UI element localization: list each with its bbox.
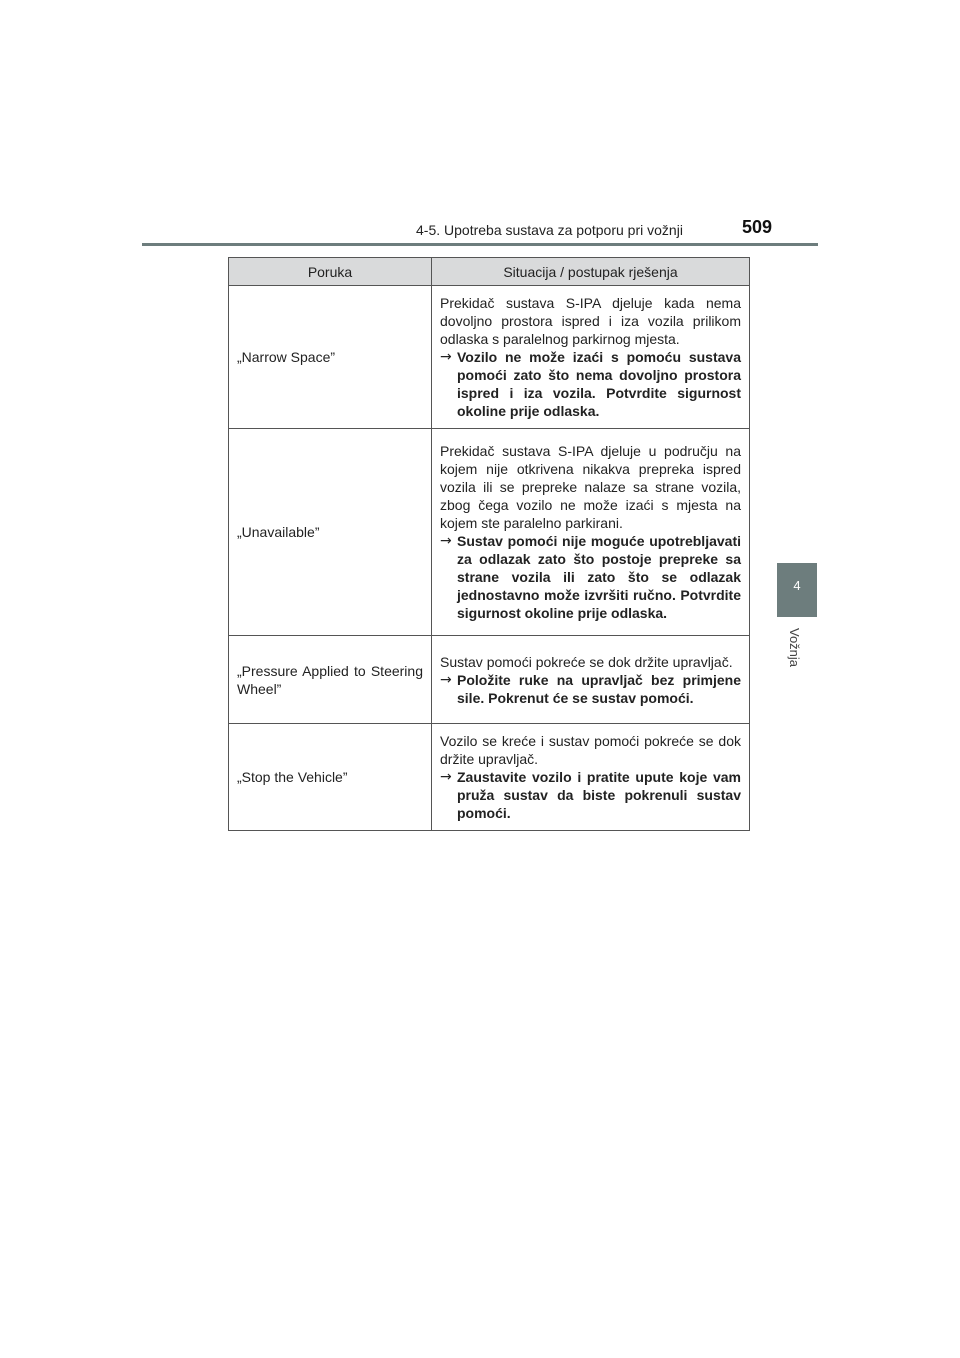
table-header-row bbox=[229, 258, 750, 286]
section-title: 4-5. Upotreba sustava za potporu pri vožnji bbox=[416, 222, 683, 238]
column-header-message: Poruka bbox=[229, 258, 432, 286]
action-label: Zaustavite vozilo i pratite upute koje vam pruža sustav da biste pokrenuli sustav pomoći. bbox=[457, 769, 741, 821]
chapter-tab bbox=[777, 563, 817, 617]
solution-cell bbox=[432, 636, 750, 724]
action-label: Položite ruke na upravljač bez primjene sile. Pokrenut će se sustav pomoći. bbox=[457, 671, 741, 706]
message-cell: „Pressure Applied to Steering Wheel” bbox=[229, 636, 432, 724]
table-row bbox=[229, 724, 750, 831]
table-row bbox=[229, 429, 750, 636]
situation-text: Prekidač sustava S-IPA djeluje kada nema dovoljno prostora ispred i iza vozila prilikom odlaska s paralelnog parkirnog mjesta. bbox=[440, 295, 741, 347]
table-row bbox=[229, 636, 750, 724]
message-cell: „Stop the Vehicle” bbox=[229, 724, 432, 831]
message-cell: „Narrow Space” bbox=[229, 286, 432, 429]
arrow-icon: → bbox=[440, 349, 452, 365]
table-row bbox=[229, 286, 750, 429]
situation-text: Prekidač sustava S-IPA djeluje u području na kojem nije otkrivena nikakva prepreka ispred vozila ili se prepreke nalaze sa strane vozila, zbog čega vozilo ne može izaći s mjesta na kojem ste paralelno parkirani. bbox=[440, 443, 741, 531]
action-text bbox=[440, 348, 741, 420]
chapter-number: 4 bbox=[793, 578, 801, 593]
action-text bbox=[440, 532, 741, 622]
action-label: Vozilo ne može izaći s pomoću sustava pomoći zato što nema dovoljno prostora ispred i iza vozila. Potvrdite sigurnost okoline prije odlaska. bbox=[457, 349, 741, 419]
solution-cell bbox=[432, 429, 750, 636]
message-cell: „Unavailable” bbox=[229, 429, 432, 636]
column-header-solution: Situacija / postupak rješenja bbox=[432, 258, 750, 286]
action-text bbox=[440, 768, 741, 822]
situation-text: Vozilo se kreće i sustav pomoći pokreće se dok držite upravljač. bbox=[440, 733, 741, 767]
action-text bbox=[440, 671, 741, 707]
action-label: Sustav pomoći nije moguće upotrebljavati za odlazak zato što postoje prepreke sa strane vozila ili zato što se odlazak jednostavno može izvršiti ručno. Potvrdite sigurnost okoline prije odlaska. bbox=[457, 533, 741, 621]
chapter-label: Vožnja bbox=[787, 628, 802, 668]
arrow-icon: → bbox=[440, 671, 452, 688]
solution-cell bbox=[432, 286, 750, 429]
situation-text: Sustav pomoći pokreće se dok držite upravljač. bbox=[440, 653, 733, 670]
arrow-icon: → bbox=[440, 533, 452, 549]
header-divider bbox=[142, 243, 818, 246]
message-table bbox=[228, 257, 750, 831]
arrow-icon: → bbox=[440, 769, 452, 785]
page-number: 509 bbox=[742, 217, 773, 237]
solution-cell bbox=[432, 724, 750, 831]
